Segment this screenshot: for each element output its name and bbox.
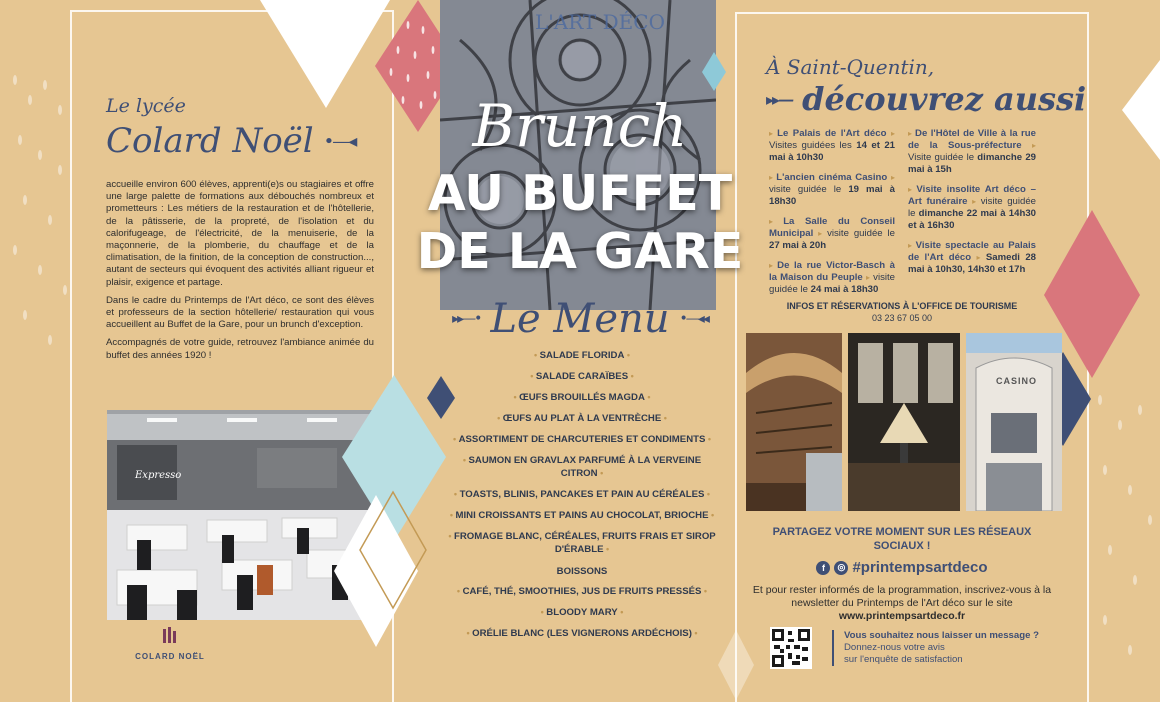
lycee-heading-big <box>106 121 374 161</box>
casino-lamp-photo <box>848 333 960 511</box>
faint-white-diamond <box>716 630 756 700</box>
dots-pattern-left <box>5 60 75 360</box>
white-diamond-right <box>1122 60 1160 160</box>
infos-label: INFOS ET RÉSERVATIONS À L'OFFICE DE TOURISME <box>786 301 1018 311</box>
decouvrez-text: découvrez aussi <box>802 80 1087 118</box>
share-title: PARTAGEZ VOTRE MOMENT SUR LES RÉSEAUX SOCIAUX ! <box>772 526 1032 552</box>
palais-interior-photo <box>746 333 842 511</box>
gold-outline-diamond <box>358 490 428 610</box>
menu-item: • MINI CROISSANTS ET PAINS AU CHOCOLAT, BRIOCHE • <box>449 510 715 521</box>
logo-name: COLARD NOËL <box>135 652 205 661</box>
small-light-blue-diamond <box>701 52 727 92</box>
drink-item: • ORÉLIE BLANC (LES VIGNERONS ARDÉCHOIS) • <box>466 628 698 639</box>
logo-emblem-icon <box>160 625 180 647</box>
feedback-line-1: Donnez-nous votre avis <box>844 642 945 653</box>
dots-pattern-right <box>1090 380 1160 680</box>
menu-heading <box>450 296 710 342</box>
drink-item: • CAFÉ, THÉ, SMOOTHIES, JUS DE FRUITS PRESSÉS • <box>456 586 708 597</box>
menu-item: • ŒUFS BROUILLÉS MAGDA • <box>513 392 651 403</box>
menu-item: • ASSORTIMENT DE CHARCUTERIES ET CONDIMENTS • <box>452 434 712 445</box>
casino-sign: CASINO <box>996 376 1038 386</box>
arrow-right-icon: ▸▸—• <box>452 311 481 327</box>
intro-paragraph-3: Accompagnés de votre guide, retrouvez l'ambiance animée du buffet des années 1920 ! <box>106 337 374 361</box>
arrow-left-icon: •—◂ <box>323 130 356 152</box>
title-line-1: AU BUFFET <box>427 165 733 222</box>
lycee-section <box>106 95 374 368</box>
menu-list <box>448 349 716 648</box>
decouvrez-heading <box>766 80 1086 118</box>
visit-item: ▸ Visite insolite Art déco – Art funéraire ▸ visite guidée le dimanche 22 mai à 14h30 et à 16h30 <box>908 184 1037 231</box>
newsletter-site-link[interactable]: www.printempsartdeco.fr <box>838 610 966 622</box>
lycee-name: Colard Noël <box>106 121 314 161</box>
visit-item: ▸ De la rue Victor-Basch à la Maison du Peuple ▸ visite guidée le 24 mai à 18h30 <box>769 260 896 295</box>
art-deco-logo: L'ART DÉCO <box>535 10 665 34</box>
casino-facade-photo <box>966 333 1062 511</box>
arrow-left-icon: •—◂◂ <box>679 311 708 327</box>
hashtag: #printempsartdeco <box>852 559 988 576</box>
qr-code[interactable] <box>770 627 812 669</box>
menu-item: • TOASTS, BLINIS, PANCAKES ET PAIN AU CÉRÉALES • <box>453 489 711 500</box>
feedback-message <box>832 630 1039 666</box>
menu-item: • SAUMON EN GRAVLAX PARFUMÉ À LA VERVEINE CITRON • <box>462 455 702 479</box>
intro-paragraph-2: Dans le cadre du Printemps de l'Art déco, ce sont des élèves et professeurs de la section hôtellerie/ restauration qui vous accueillent au Buffet de la Gare, pour un brunch d'exception. <box>106 294 374 331</box>
visit-item: ▸ Visite spectacle au Palais de l'Art déco ▸ Samedi 28 mai à 10h30, 14h30 et 17h <box>908 240 1036 275</box>
menu-item: • SALADE CARAÏBES • <box>530 371 634 382</box>
colard-noel-logo <box>130 625 210 661</box>
boissons-heading: BOISSONS <box>556 566 608 577</box>
hashtag-row <box>752 559 1052 576</box>
visit-item: ▸ De l'Hôtel de Ville à la rue de la Sous-préfecture ▸ Visite guidée le dimanche 29 mai à 15h <box>908 128 1036 175</box>
facebook-icon[interactable]: f <box>816 561 830 575</box>
arrow-right-icon: ▸▸— <box>766 89 793 109</box>
menu-item: • FROMAGE BLANC, CÉRÉALES, FRUITS FRAIS ET SIROP D'ÉRABLE • <box>448 531 716 555</box>
tourism-info <box>752 300 1052 324</box>
share-section <box>752 525 1052 623</box>
lycee-heading-small: Le lycée <box>106 95 186 117</box>
visits-column-2 <box>908 128 1036 284</box>
drink-item: • BLOODY MARY • <box>540 607 624 618</box>
visit-item: ▸ L'ancien cinéma Casino ▸ visite guidée le 19 mai à 18h30 <box>769 172 895 207</box>
saint-quentin-heading: À Saint-Quentin, <box>766 55 935 79</box>
visits-column-1 <box>769 128 895 304</box>
menu-title: Le Menu <box>490 296 670 342</box>
photo-sign-expresso: Expresso <box>135 470 182 481</box>
menu-item: • ŒUFS AU PLAT À LA VENTRÈCHE • <box>497 413 667 424</box>
title-brunch: Brunch <box>472 92 688 160</box>
lycee-intro <box>106 179 374 362</box>
visit-item: ▸ La Salle du Conseil Municipal ▸ visite guidée le 27 mai à 20h <box>769 216 895 251</box>
title-buffet-gare <box>400 165 760 281</box>
menu-item: • SALADE FLORIDA • <box>533 350 631 361</box>
instagram-icon[interactable]: ◎ <box>834 561 848 575</box>
infos-phone: 03 23 67 05 00 <box>871 313 933 323</box>
visit-item: ▸ Le Palais de l'Art déco ▸ Visites guidées les 14 et 21 mai à 10h30 <box>769 128 895 163</box>
intro-paragraph-1: accueille environ 600 élèves, apprenti(e)s ou stagiaires et offre une large palette de formations aux débouchés nombreux et prometteurs : Les métiers de la restauration et de l'hôtellerie, de la pâtisserie, de la propreté, de l'isolation et du calorifugeage, de l'électricité, de la menuiserie, de la maçonnerie, de la plomberie, du chauffage et de la climatisation, de la finition, de la conception de construction..., autant de secteurs qui évoquent des activités alliant rigueur et plaisir, exigence et partage. <box>106 179 374 288</box>
feedback-line-2[interactable]: sur l'enquête de satisfaction <box>844 654 963 665</box>
newsletter-text: Et pour rester informés de la programmation, inscrivez-vous à la newsletter du Printemps de l'Art déco sur le site www.printempsartdeco.fr <box>752 584 1052 622</box>
feedback-question: Vous souhaitez nous laisser un message ? <box>844 630 1039 641</box>
title-line-2: DE LA GARE <box>416 223 744 280</box>
